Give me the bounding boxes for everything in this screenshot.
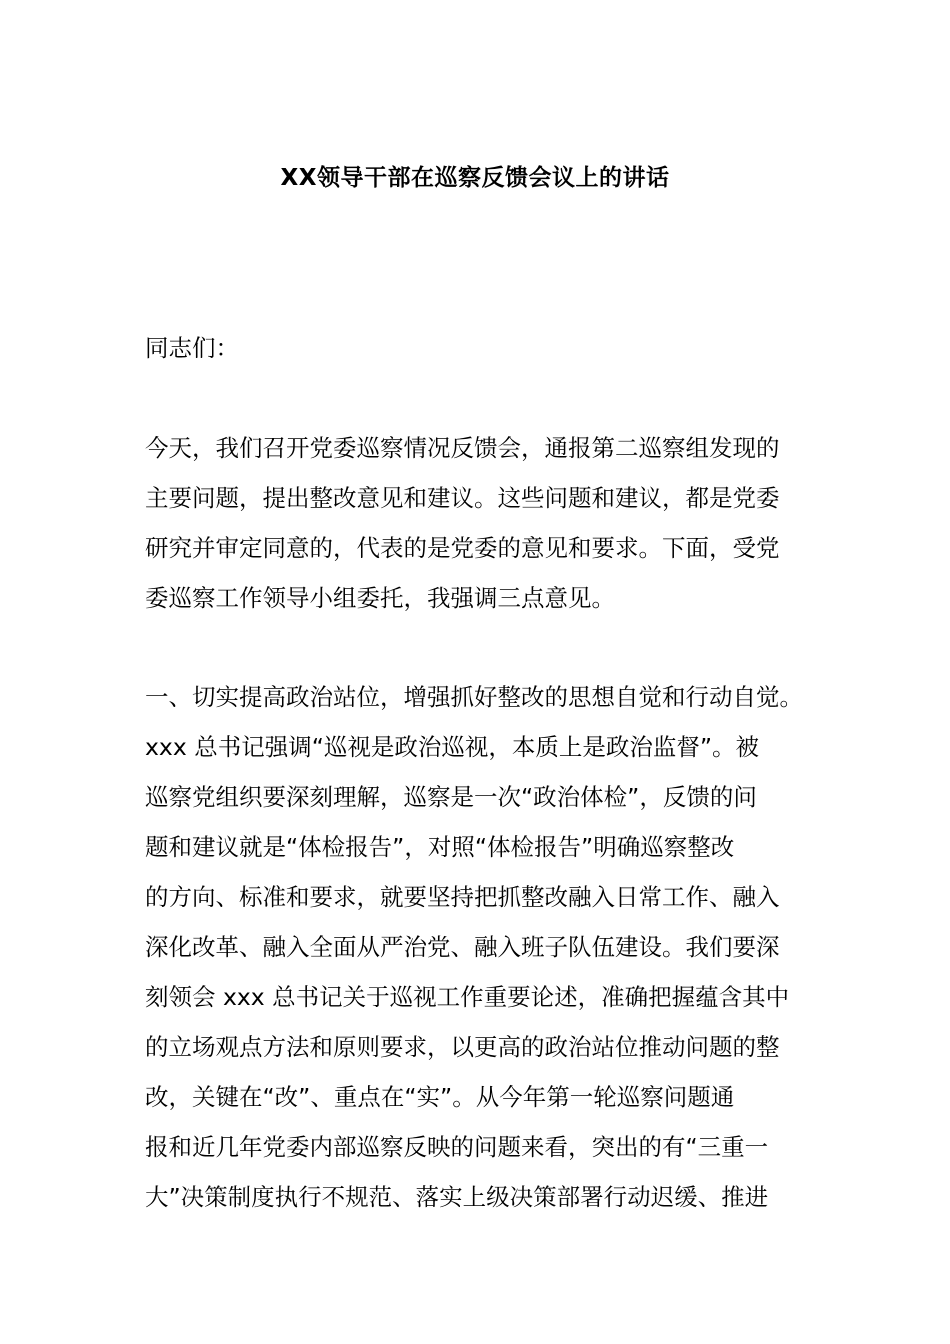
paragraph-line: xxx 总书记强调“巡视是政治巡视，本质上是政治监督”。被 (145, 733, 760, 761)
paragraph-line: 一、切实提高政治站位，增强抓好整改的思想自觉和行动自觉。 (145, 683, 803, 711)
paragraph-line: 主要问题，提出整改意见和建议。这些问题和建议，都是党委 (145, 484, 780, 512)
paragraph-line: 刻领会 xxx 总书记关于巡视工作重要论述，准确把握蕴含其中 (145, 983, 790, 1011)
paragraph-line: 的立场观点方法和原则要求，以更高的政治站位推动问题的整 (145, 1033, 780, 1061)
paragraph-line: 研究并审定同意的，代表的是党委的意见和要求。下面，受党 (145, 534, 780, 562)
paragraph-2 (145, 672, 835, 1222)
paragraph-line: 今天，我们召开党委巡察情况反馈会，通报第二巡察组发现的 (145, 434, 780, 462)
salutation-text: 同志们： (145, 334, 239, 362)
paragraph-line: 巡察党组织要深刻理解，巡察是一次“政治体检”，反馈的问 (145, 783, 757, 811)
salutation (145, 323, 835, 373)
paragraph-line: 报和近几年党委内部巡察反映的问题来看，突出的有“三重一 (145, 1133, 769, 1161)
document-title: XX领导干部在巡察反馈会议上的讲话 (280, 165, 670, 191)
paragraph-line: 深化改革、融入全面从严治党、融入班子队伍建设。我们要深 (145, 933, 780, 961)
paragraph-line: 委巡察工作领导小组委托，我强调三点意见。 (145, 584, 615, 612)
paragraph-1 (145, 423, 835, 623)
paragraph-line: 的方向、标准和要求，就要坚持把抓整改融入日常工作、融入 (145, 883, 780, 911)
paragraph-line: 改，关键在“改”、重点在“实”。从今年第一轮巡察问题通 (145, 1083, 735, 1111)
paragraph-line: 题和建议就是“体检报告”，对照“体检报告”明确巡察整改 (145, 833, 735, 861)
paragraph-line: 大”决策制度执行不规范、落实上级决策部署行动迟缓、推进 (145, 1183, 769, 1211)
